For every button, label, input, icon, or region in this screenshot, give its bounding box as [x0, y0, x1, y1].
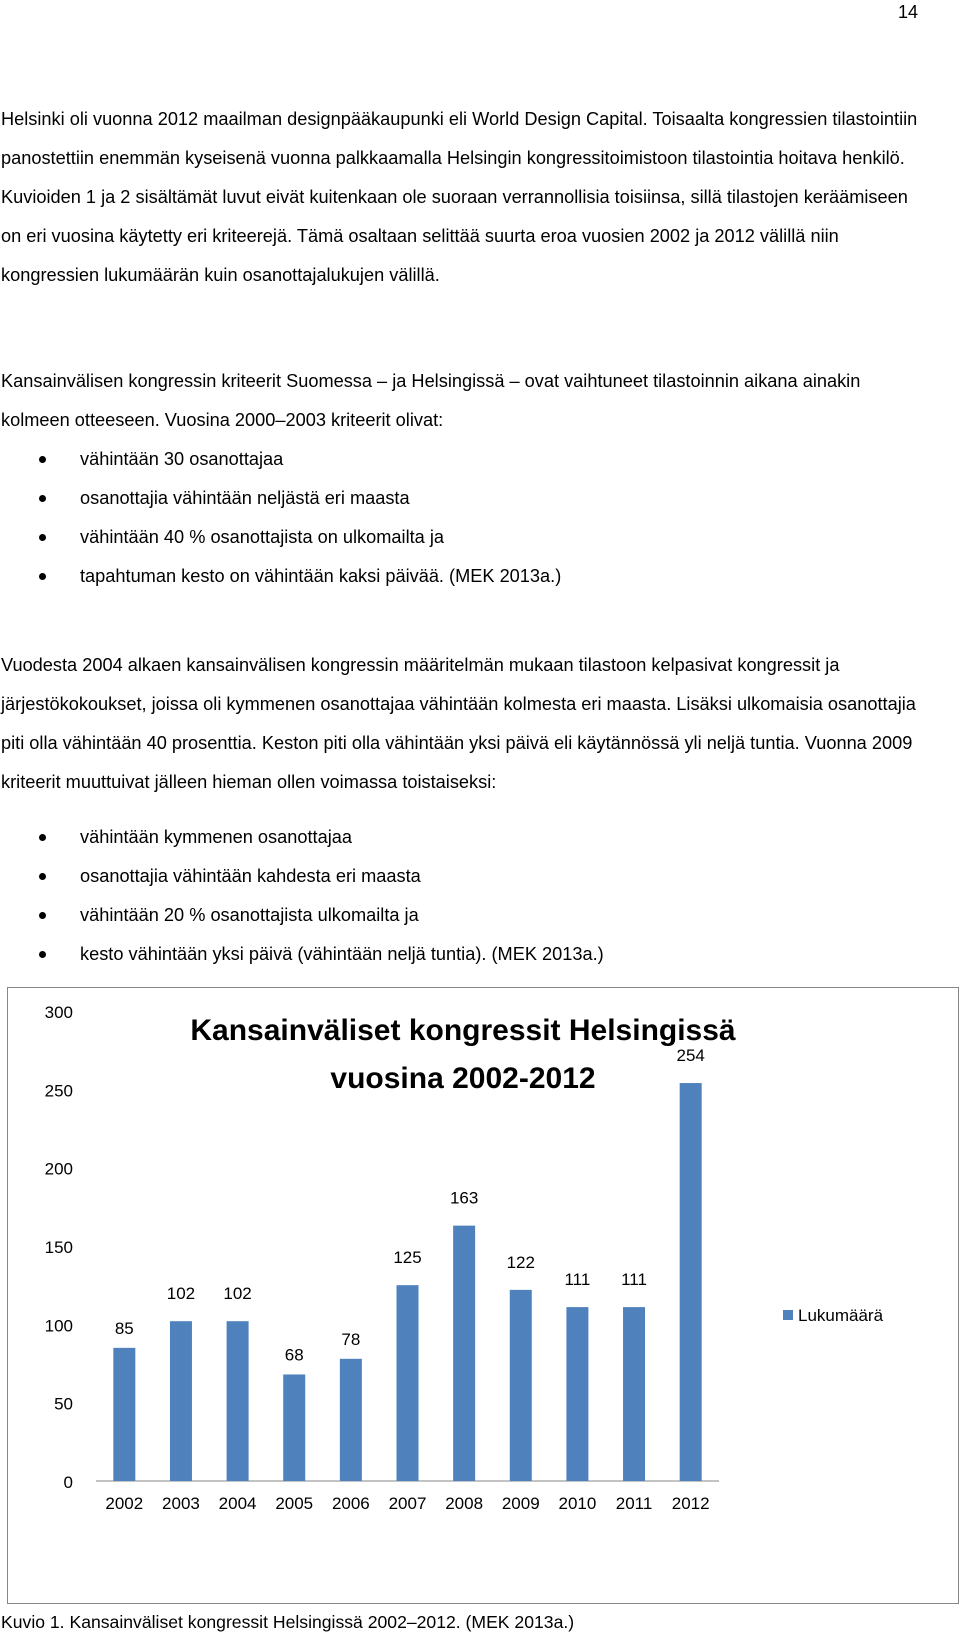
x-tick-label: 2008: [445, 1494, 484, 1513]
bar-2011: [623, 1307, 645, 1481]
x-tick-label: 2007: [388, 1494, 427, 1513]
paragraph-text: Vuodesta 2004 alkaen kansainvälisen kongressin määritelmän mukaan tilastoon kelpasivat kongressit ja järjestökokoukset, joissa oli kymmenen osanottajaa vähintään kolmesta eri maasta. Lisäksi ulkomaisia osanottajia piti olla vähintään 40 prosenttia. Keston piti olla vähintään yksi päivä eli käytännössä yli neljä tuntia. Vuonna 2009 kriteerit muuttuivat jälleen hieman ollen voimassa toistaiseksi:: [1, 655, 916, 792]
chart-title: Kansainväliset kongressit Helsingissä: [190, 1014, 736, 1047]
x-tick-label: 2006: [331, 1494, 370, 1513]
list-item-text: vähintään 40 % osanottajista on ulkomailta ja: [80, 527, 444, 547]
bullet-icon: [39, 456, 46, 463]
paragraph-kriteerit-2004: [1, 646, 919, 802]
x-tick-label: 2003: [162, 1494, 200, 1513]
y-tick-label: 300: [44, 1003, 73, 1022]
paragraph-kriteerit-2000-2003: [1, 362, 919, 440]
list-item-text: vähintään 20 % osanottajista ulkomailta ja: [80, 905, 419, 925]
paragraph-text: Kansainvälisen kongressin kriteerit Suomessa – ja Helsingissä – ovat vaihtuneet tilastoinnin aikana ainakin kolmeen otteeseen. Vuosina 2000–2003 kriteerit olivat:: [1, 371, 861, 430]
bullet-icon: [39, 573, 46, 580]
list-item-text: vähintään kymmenen osanottajaa: [80, 827, 352, 847]
x-tick-label: 2002: [105, 1494, 144, 1513]
list-item-text: tapahtuman kesto on vähintään kaksi päivää. (MEK 2013a.): [80, 566, 562, 586]
y-tick-label: 250: [44, 1081, 73, 1101]
x-tick-label: 2005: [275, 1494, 314, 1513]
data-label: 85: [114, 1318, 134, 1338]
x-tick-label: 2012: [671, 1494, 710, 1513]
bar-2004: [227, 1321, 249, 1481]
criteria-list-2009: [0, 818, 918, 974]
y-tick-label: 100: [44, 1316, 73, 1336]
x-tick-label: 2010: [558, 1494, 597, 1513]
bar-2006: [340, 1359, 362, 1481]
y-tick-label: 50: [54, 1394, 73, 1414]
list-item: [0, 857, 918, 896]
bar-2003: [170, 1321, 192, 1481]
x-tick-label: 2011: [615, 1494, 653, 1513]
list-item-text: vähintään 30 osanottajaa: [80, 449, 284, 469]
list-item-text: kesto vähintään yksi päivä (vähintään neljä tuntia). (MEK 2013a.): [80, 944, 604, 964]
data-label: 125: [393, 1248, 422, 1268]
data-label: 122: [506, 1252, 535, 1272]
page-number: 14: [897, 2, 918, 22]
data-label: 111: [621, 1270, 647, 1290]
y-tick-label: 150: [44, 1238, 73, 1257]
list-item: [0, 440, 918, 479]
data-label: 254: [676, 1046, 705, 1066]
list-item: [0, 518, 918, 557]
bullet-icon: [39, 951, 46, 958]
bar-2007: [397, 1285, 419, 1481]
y-tick-label: 200: [44, 1159, 73, 1179]
y-tick-label: 0: [63, 1473, 73, 1492]
bullet-icon: [39, 495, 46, 502]
paragraph-text: Helsinki oli vuonna 2012 maailman designpääkaupunki eli World Design Capital. Toisaalta kongressien tilastointiin panostettiin enemmän kyseisenä vuonna palkkaamalla Helsingin kongressitoimistoon tilastointia hoitava henkilö. Kuvioiden 1 ja 2 sisältämät luvut eivät kuitenkaan ole suoraan verrannollisia toisiinsa, sillä tilastojen keräämiseen on eri vuosina käytetty eri kriteerejä. Tämä osaltaan selittää suurta eroa vuosien 2002 ja 2012 välillä niin kongressien lukumäärän kuin osanottajalukujen välillä.: [1, 109, 918, 285]
bar-2012: [680, 1083, 702, 1481]
paragraph-designpaakaupunki: [1, 100, 919, 295]
legend-label: Lukumäärä: [798, 1306, 884, 1325]
bar-2008: [453, 1226, 475, 1481]
bullet-icon: [39, 873, 46, 880]
criteria-list-2000-2003: [0, 440, 918, 596]
bar-2010: [566, 1307, 588, 1481]
data-label: 78: [341, 1329, 361, 1349]
bar-2005: [283, 1374, 305, 1481]
bar-2009: [510, 1290, 532, 1481]
legend-swatch: [783, 1310, 793, 1320]
list-item: [0, 479, 918, 518]
bullet-icon: [39, 534, 46, 541]
data-label: 163: [449, 1188, 479, 1208]
data-label: 102: [166, 1284, 196, 1304]
bullet-icon: [39, 912, 46, 919]
list-item: [0, 896, 918, 935]
data-label: 102: [223, 1284, 252, 1304]
bar-chart: [7, 987, 959, 1604]
list-item: [0, 557, 918, 596]
bar-2002: [113, 1348, 135, 1481]
list-item: [0, 818, 918, 857]
list-item-text: osanottajia vähintään kahdesta eri maasta: [80, 866, 421, 886]
chart-title: vuosina 2002-2012: [330, 1062, 596, 1095]
figure-caption: Kuvio 1. Kansainväliset kongressit Helsingissä 2002–2012. (MEK 2013a.): [1, 1612, 575, 1632]
data-label: 111: [564, 1270, 591, 1290]
list-item-text: osanottajia vähintään neljästä eri maasta: [80, 488, 410, 508]
list-item: [0, 935, 918, 974]
bullet-icon: [39, 834, 46, 841]
x-tick-label: 2009: [501, 1494, 540, 1513]
data-label: 68: [284, 1345, 304, 1365]
x-tick-label: 2004: [218, 1494, 257, 1513]
